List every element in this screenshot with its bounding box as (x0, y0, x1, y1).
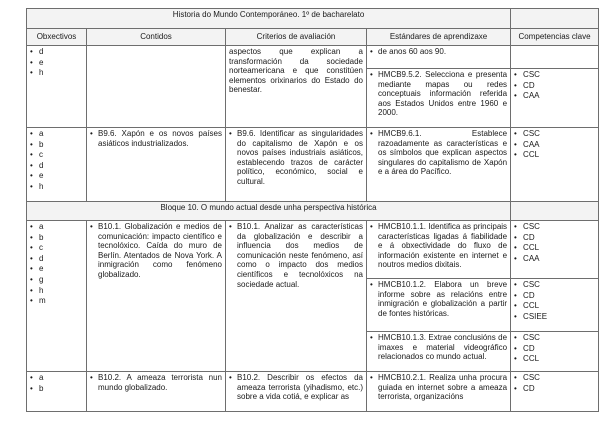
standard-text: • HMCB10.1.2. Elabora un breve informe sobre as relacións entre inmigración e globalización a partir de fontes históricas. (370, 280, 507, 318)
criteria-cell (226, 221, 367, 372)
list-item: • d (30, 47, 44, 56)
standard-cell (367, 279, 511, 332)
list-item: • CD (514, 290, 535, 300)
list-item: • a (30, 373, 44, 382)
standard-cell (367, 46, 511, 69)
list-item: • c (30, 243, 43, 253)
table-row (27, 372, 599, 412)
competencies-cell (511, 128, 599, 202)
list-item: • CAA (514, 253, 540, 263)
list-item: • h (30, 181, 44, 191)
list-item: • g (30, 274, 44, 284)
header-criteria: Criterios de avaliación (226, 29, 367, 46)
list-item: • CSC (514, 373, 540, 382)
table-row (27, 46, 599, 69)
standard-text: • HMCB10.1.1. Identifica as principais características ligadas á fiabilidade e á obxectividade do fluxo de información existente en internet e noutros medios dixitais. (370, 222, 507, 270)
list-item: • h (30, 285, 44, 295)
list-item: • a (30, 222, 44, 231)
list-item: • CAA (514, 139, 540, 149)
curriculum-table (26, 8, 599, 412)
competencies-cell (511, 332, 599, 372)
objectives-cell (27, 128, 87, 202)
content-cell (87, 221, 226, 372)
criteria-cell (226, 46, 367, 128)
header-contents: Contidos (87, 29, 226, 46)
list-item: • CCL (514, 243, 540, 253)
criteria-text: • B10.2. Describir os efectos da ameaza terrorista (yihadismo, etc.) sobre a vida cotiá, e explicar as (229, 373, 363, 402)
list-item: • e (30, 264, 44, 274)
standard-text: • HMCB9.5.2. Selecciona e presenta mediante mapas ou redes conceptuais información referida aos Estados Unidos entre 1960 e 2000. (370, 70, 507, 118)
objectives-cell (27, 372, 87, 412)
standard-text: • HMCB10.2.1. Realiza unha procura guiada en internet sobre a ameaza terrorista, organizacións (370, 373, 507, 402)
standard-text: • HMCB9.6.1. Establece razoadamente as características e os símbolos que explican aspectos singulares do capitalismo de Xapón e a área do Pacífico. (370, 129, 507, 177)
list-item: • CCL (514, 301, 540, 311)
list-item: • CSC (514, 222, 540, 231)
section-heading: Bloque 10. O mundo actual desde unha perspectiva histórica (27, 202, 511, 221)
objectives-cell (27, 46, 87, 128)
list-item: • b (30, 139, 44, 149)
header-standards: Estándares de aprendizaxe (367, 29, 511, 46)
competencies-cell (511, 46, 599, 69)
list-item: • CSC (514, 333, 540, 342)
list-item: • CSC (514, 70, 540, 79)
list-item: • CD (514, 80, 535, 90)
competencies-cell (511, 221, 599, 279)
standard-cell (367, 69, 511, 128)
table-title: Historia do Mundo Contemporáneo. 1º de bacharelato (27, 9, 511, 29)
criteria-text: • B10.1. Analizar as características da globalización e describir a influencia dos medios de comunicación neste fenómeno, así como o impacto dos medios científicos e tecnolóxicos na sociedade actual. (229, 222, 363, 289)
list-item: • CCL (514, 150, 540, 160)
standard-text: • de anos 60 aos 90. (370, 47, 507, 57)
standard-cell (367, 221, 511, 279)
list-item: • d (30, 253, 44, 263)
list-item: • CD (514, 383, 535, 393)
content-text: • B10.1. Globalización e medios de comunicación: impacto científico e tecnolóxico. Caída do muro de Berlín. Atentados de Nova York. A inmigración como fenómeno globalizado. (90, 222, 222, 280)
standard-text: • HMCB10.1.3. Extrae conclusións de imaxes e material videográfico relacionados co mundo actual. (370, 333, 507, 362)
list-item: • e (30, 171, 44, 181)
list-item: • CD (514, 343, 535, 353)
content-text: • B9.6. Xapón e os novos países asiáticos industrializados. (90, 129, 222, 148)
standard-cell (367, 372, 511, 412)
list-item: • CD (514, 232, 535, 242)
list-item: • CSIEE (514, 311, 548, 321)
competencies-cell (511, 69, 599, 128)
header-objectives: Obxectivos (27, 29, 87, 46)
competencies-cell (511, 372, 599, 412)
section-heading-spacer (511, 202, 599, 221)
list-item: • CSC (514, 280, 540, 289)
list-item: • CSC (514, 129, 540, 138)
content-cell (87, 46, 226, 128)
competencies-cell (511, 279, 599, 332)
list-item: • d (30, 160, 44, 170)
header-competencies: Competencias clave (511, 29, 599, 46)
criteria-text: • B9.6. Identificar as singularidades do capitalismo de Xapón e os novos países industriais asiáticos, establecendo trazos de carácter político, económico, social e cultural. (229, 129, 363, 187)
table-title-spacer (511, 9, 599, 29)
list-item: • e (30, 57, 44, 67)
content-text: • B10.2. A ameaza terrorista nun mundo globalizado. (90, 373, 222, 392)
criteria-text: aspectos que explican a transformación da sociedade norteamericana e que constitúen elementos orixinarios do Estado do benestar. (229, 47, 363, 95)
list-item: • h (30, 68, 44, 78)
list-item: • CAA (514, 91, 540, 101)
list-item: • b (30, 232, 44, 242)
table-row (27, 221, 599, 279)
list-item: • m (30, 296, 46, 306)
standard-cell (367, 128, 511, 202)
objectives-cell (27, 221, 87, 372)
standard-cell (367, 332, 511, 372)
criteria-cell (226, 128, 367, 202)
list-item: • CCL (514, 354, 540, 364)
list-item: • a (30, 129, 44, 138)
criteria-cell (226, 372, 367, 412)
table-row (27, 128, 599, 202)
content-cell (87, 128, 226, 202)
content-cell (87, 372, 226, 412)
list-item: • c (30, 150, 43, 160)
list-item: • b (30, 383, 44, 393)
